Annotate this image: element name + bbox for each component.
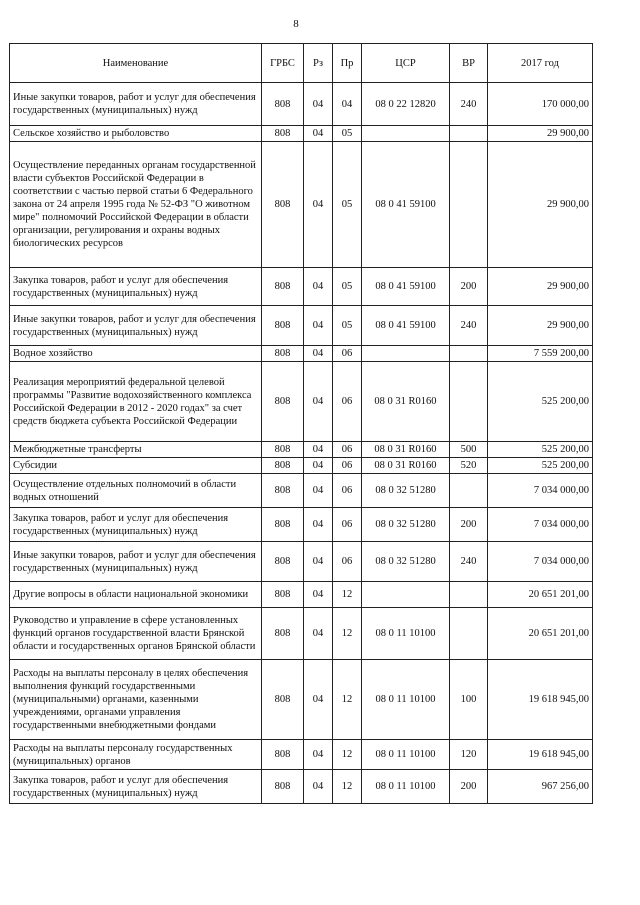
row-pr: 06	[333, 542, 362, 582]
row-csr	[362, 126, 450, 142]
row-pr: 12	[333, 608, 362, 660]
header-grbs: ГРБС	[262, 44, 304, 83]
row-pr: 05	[333, 268, 362, 306]
table-row	[10, 660, 593, 740]
row-grbs: 808	[262, 770, 304, 804]
table-row	[10, 458, 593, 474]
row-rz: 04	[304, 458, 333, 474]
row-rz: 04	[304, 268, 333, 306]
row-csr: 08 0 11 10100	[362, 770, 450, 804]
row-name: Межбюджетные трансферты	[10, 442, 262, 458]
row-name: Водное хозяйство	[10, 346, 262, 362]
row-amount: 29 900,00	[488, 142, 593, 268]
row-vr: 100	[450, 660, 488, 740]
row-amount: 29 900,00	[488, 268, 593, 306]
row-pr: 06	[333, 508, 362, 542]
row-grbs: 808	[262, 582, 304, 608]
table-row	[10, 126, 593, 142]
row-pr: 12	[333, 740, 362, 770]
table-row	[10, 142, 593, 268]
row-name: Осуществление отдельных полномочий в области водных отношений	[10, 474, 262, 508]
row-amount: 525 200,00	[488, 442, 593, 458]
row-vr: 240	[450, 306, 488, 346]
table-row	[10, 508, 593, 542]
row-amount: 20 651 201,00	[488, 608, 593, 660]
row-csr	[362, 582, 450, 608]
table-row	[10, 740, 593, 770]
row-amount: 19 618 945,00	[488, 660, 593, 740]
row-csr: 08 0 32 51280	[362, 542, 450, 582]
table-row	[10, 474, 593, 508]
row-pr: 12	[333, 770, 362, 804]
row-amount: 7 559 200,00	[488, 346, 593, 362]
row-grbs: 808	[262, 306, 304, 346]
page-number: 8	[293, 18, 299, 30]
row-name: Субсидии	[10, 458, 262, 474]
row-grbs: 808	[262, 660, 304, 740]
row-name: Сельское хозяйство и рыболовство	[10, 126, 262, 142]
row-grbs: 808	[262, 346, 304, 362]
row-name: Закупка товаров, работ и услуг для обеспечения государственных (муниципальных) нужд	[10, 268, 262, 306]
table-row	[10, 542, 593, 582]
row-rz: 04	[304, 126, 333, 142]
row-amount: 7 034 000,00	[488, 542, 593, 582]
row-name: Руководство и управление в сфере установленных функций органов государственной власти Брянской области и государственных органов Брянской области	[10, 608, 262, 660]
row-vr	[450, 362, 488, 442]
row-rz: 04	[304, 740, 333, 770]
row-pr: 05	[333, 126, 362, 142]
row-pr: 06	[333, 458, 362, 474]
row-pr: 04	[333, 83, 362, 126]
row-name: Иные закупки товаров, работ и услуг для обеспечения государственных (муниципальных) нужд	[10, 542, 262, 582]
table-row	[10, 268, 593, 306]
row-vr: 520	[450, 458, 488, 474]
row-grbs: 808	[262, 608, 304, 660]
row-csr: 08 0 11 10100	[362, 608, 450, 660]
row-vr	[450, 142, 488, 268]
row-pr: 06	[333, 474, 362, 508]
header-pr: Пр	[333, 44, 362, 83]
row-csr: 08 0 22 12820	[362, 83, 450, 126]
row-name: Иные закупки товаров, работ и услуг для обеспечения государственных (муниципальных) нужд	[10, 306, 262, 346]
budget-table	[9, 43, 593, 804]
row-grbs: 808	[262, 142, 304, 268]
row-amount: 525 200,00	[488, 362, 593, 442]
row-rz: 04	[304, 442, 333, 458]
row-csr: 08 0 11 10100	[362, 740, 450, 770]
row-pr: 12	[333, 582, 362, 608]
row-vr	[450, 474, 488, 508]
row-name: Другие вопросы в области национальной экономики	[10, 582, 262, 608]
row-name: Расходы на выплаты персоналу государственных (муниципальных) органов	[10, 740, 262, 770]
row-rz: 04	[304, 508, 333, 542]
row-csr: 08 0 11 10100	[362, 660, 450, 740]
header-csr: ЦСР	[362, 44, 450, 83]
row-csr: 08 0 31 R0160	[362, 458, 450, 474]
row-amount: 20 651 201,00	[488, 582, 593, 608]
row-rz: 04	[304, 346, 333, 362]
table-row	[10, 362, 593, 442]
row-grbs: 808	[262, 508, 304, 542]
row-grbs: 808	[262, 458, 304, 474]
row-rz: 04	[304, 608, 333, 660]
row-rz: 04	[304, 582, 333, 608]
row-csr: 08 0 32 51280	[362, 508, 450, 542]
header-name: Наименование	[10, 44, 262, 83]
table-row	[10, 770, 593, 804]
row-csr: 08 0 32 51280	[362, 474, 450, 508]
row-vr: 200	[450, 770, 488, 804]
row-vr: 200	[450, 268, 488, 306]
row-pr: 06	[333, 442, 362, 458]
row-amount: 29 900,00	[488, 306, 593, 346]
table-row	[10, 306, 593, 346]
row-csr: 08 0 41 59100	[362, 142, 450, 268]
row-amount: 7 034 000,00	[488, 474, 593, 508]
row-grbs: 808	[262, 740, 304, 770]
row-grbs: 808	[262, 83, 304, 126]
row-vr	[450, 582, 488, 608]
row-name: Закупка товаров, работ и услуг для обеспечения государственных (муниципальных) нужд	[10, 770, 262, 804]
table-row	[10, 442, 593, 458]
row-rz: 04	[304, 83, 333, 126]
row-grbs: 808	[262, 474, 304, 508]
row-name: Расходы на выплаты персоналу в целях обеспечения выполнения функций государственными (муниципальными) органами, казенными учреждениями, органами управления государственными внебюджетными фондами	[10, 660, 262, 740]
row-csr: 08 0 31 R0160	[362, 362, 450, 442]
row-grbs: 808	[262, 362, 304, 442]
row-name: Закупка товаров, работ и услуг для обеспечения государственных (муниципальных) нужд	[10, 508, 262, 542]
row-pr: 06	[333, 362, 362, 442]
header-amount: 2017 год	[488, 44, 593, 83]
row-grbs: 808	[262, 542, 304, 582]
row-pr: 05	[333, 142, 362, 268]
row-amount: 19 618 945,00	[488, 740, 593, 770]
row-vr: 200	[450, 508, 488, 542]
row-csr: 08 0 31 R0160	[362, 442, 450, 458]
row-amount: 525 200,00	[488, 458, 593, 474]
row-csr	[362, 346, 450, 362]
row-name: Реализация мероприятий федеральной целевой программы "Развитие водохозяйственного комплекса Российской Федерации в 2012 - 2020 годах" за счет средств бюджета субъекта Российской Федерации	[10, 362, 262, 442]
row-rz: 04	[304, 770, 333, 804]
table-row	[10, 582, 593, 608]
row-vr: 120	[450, 740, 488, 770]
row-rz: 04	[304, 474, 333, 508]
row-rz: 04	[304, 306, 333, 346]
row-vr	[450, 346, 488, 362]
row-name: Осуществление переданных органам государственной власти субъектов Российской Федерации в соответствии с частью первой статьи 6 Федерального закона от 24 апреля 1995 года № 52-ФЗ "О животном мире" полномочий Российской Федерации в области организации, регулирования и охраны водных биологических ресурсов	[10, 142, 262, 268]
row-csr: 08 0 41 59100	[362, 306, 450, 346]
row-grbs: 808	[262, 442, 304, 458]
row-vr: 500	[450, 442, 488, 458]
row-grbs: 808	[262, 268, 304, 306]
row-vr: 240	[450, 83, 488, 126]
row-rz: 04	[304, 542, 333, 582]
row-grbs: 808	[262, 126, 304, 142]
row-amount: 7 034 000,00	[488, 508, 593, 542]
row-name: Иные закупки товаров, работ и услуг для обеспечения государственных (муниципальных) нужд	[10, 83, 262, 126]
row-vr: 240	[450, 542, 488, 582]
row-pr: 06	[333, 346, 362, 362]
table-row	[10, 346, 593, 362]
row-amount: 967 256,00	[488, 770, 593, 804]
table-row	[10, 608, 593, 660]
table-row	[10, 83, 593, 126]
header-rz: Рз	[304, 44, 333, 83]
table-header-row	[10, 44, 593, 83]
row-rz: 04	[304, 660, 333, 740]
row-rz: 04	[304, 142, 333, 268]
row-pr: 12	[333, 660, 362, 740]
row-amount: 170 000,00	[488, 83, 593, 126]
row-vr	[450, 608, 488, 660]
header-vr: ВР	[450, 44, 488, 83]
row-pr: 05	[333, 306, 362, 346]
row-amount: 29 900,00	[488, 126, 593, 142]
row-csr: 08 0 41 59100	[362, 268, 450, 306]
row-vr	[450, 126, 488, 142]
row-rz: 04	[304, 362, 333, 442]
